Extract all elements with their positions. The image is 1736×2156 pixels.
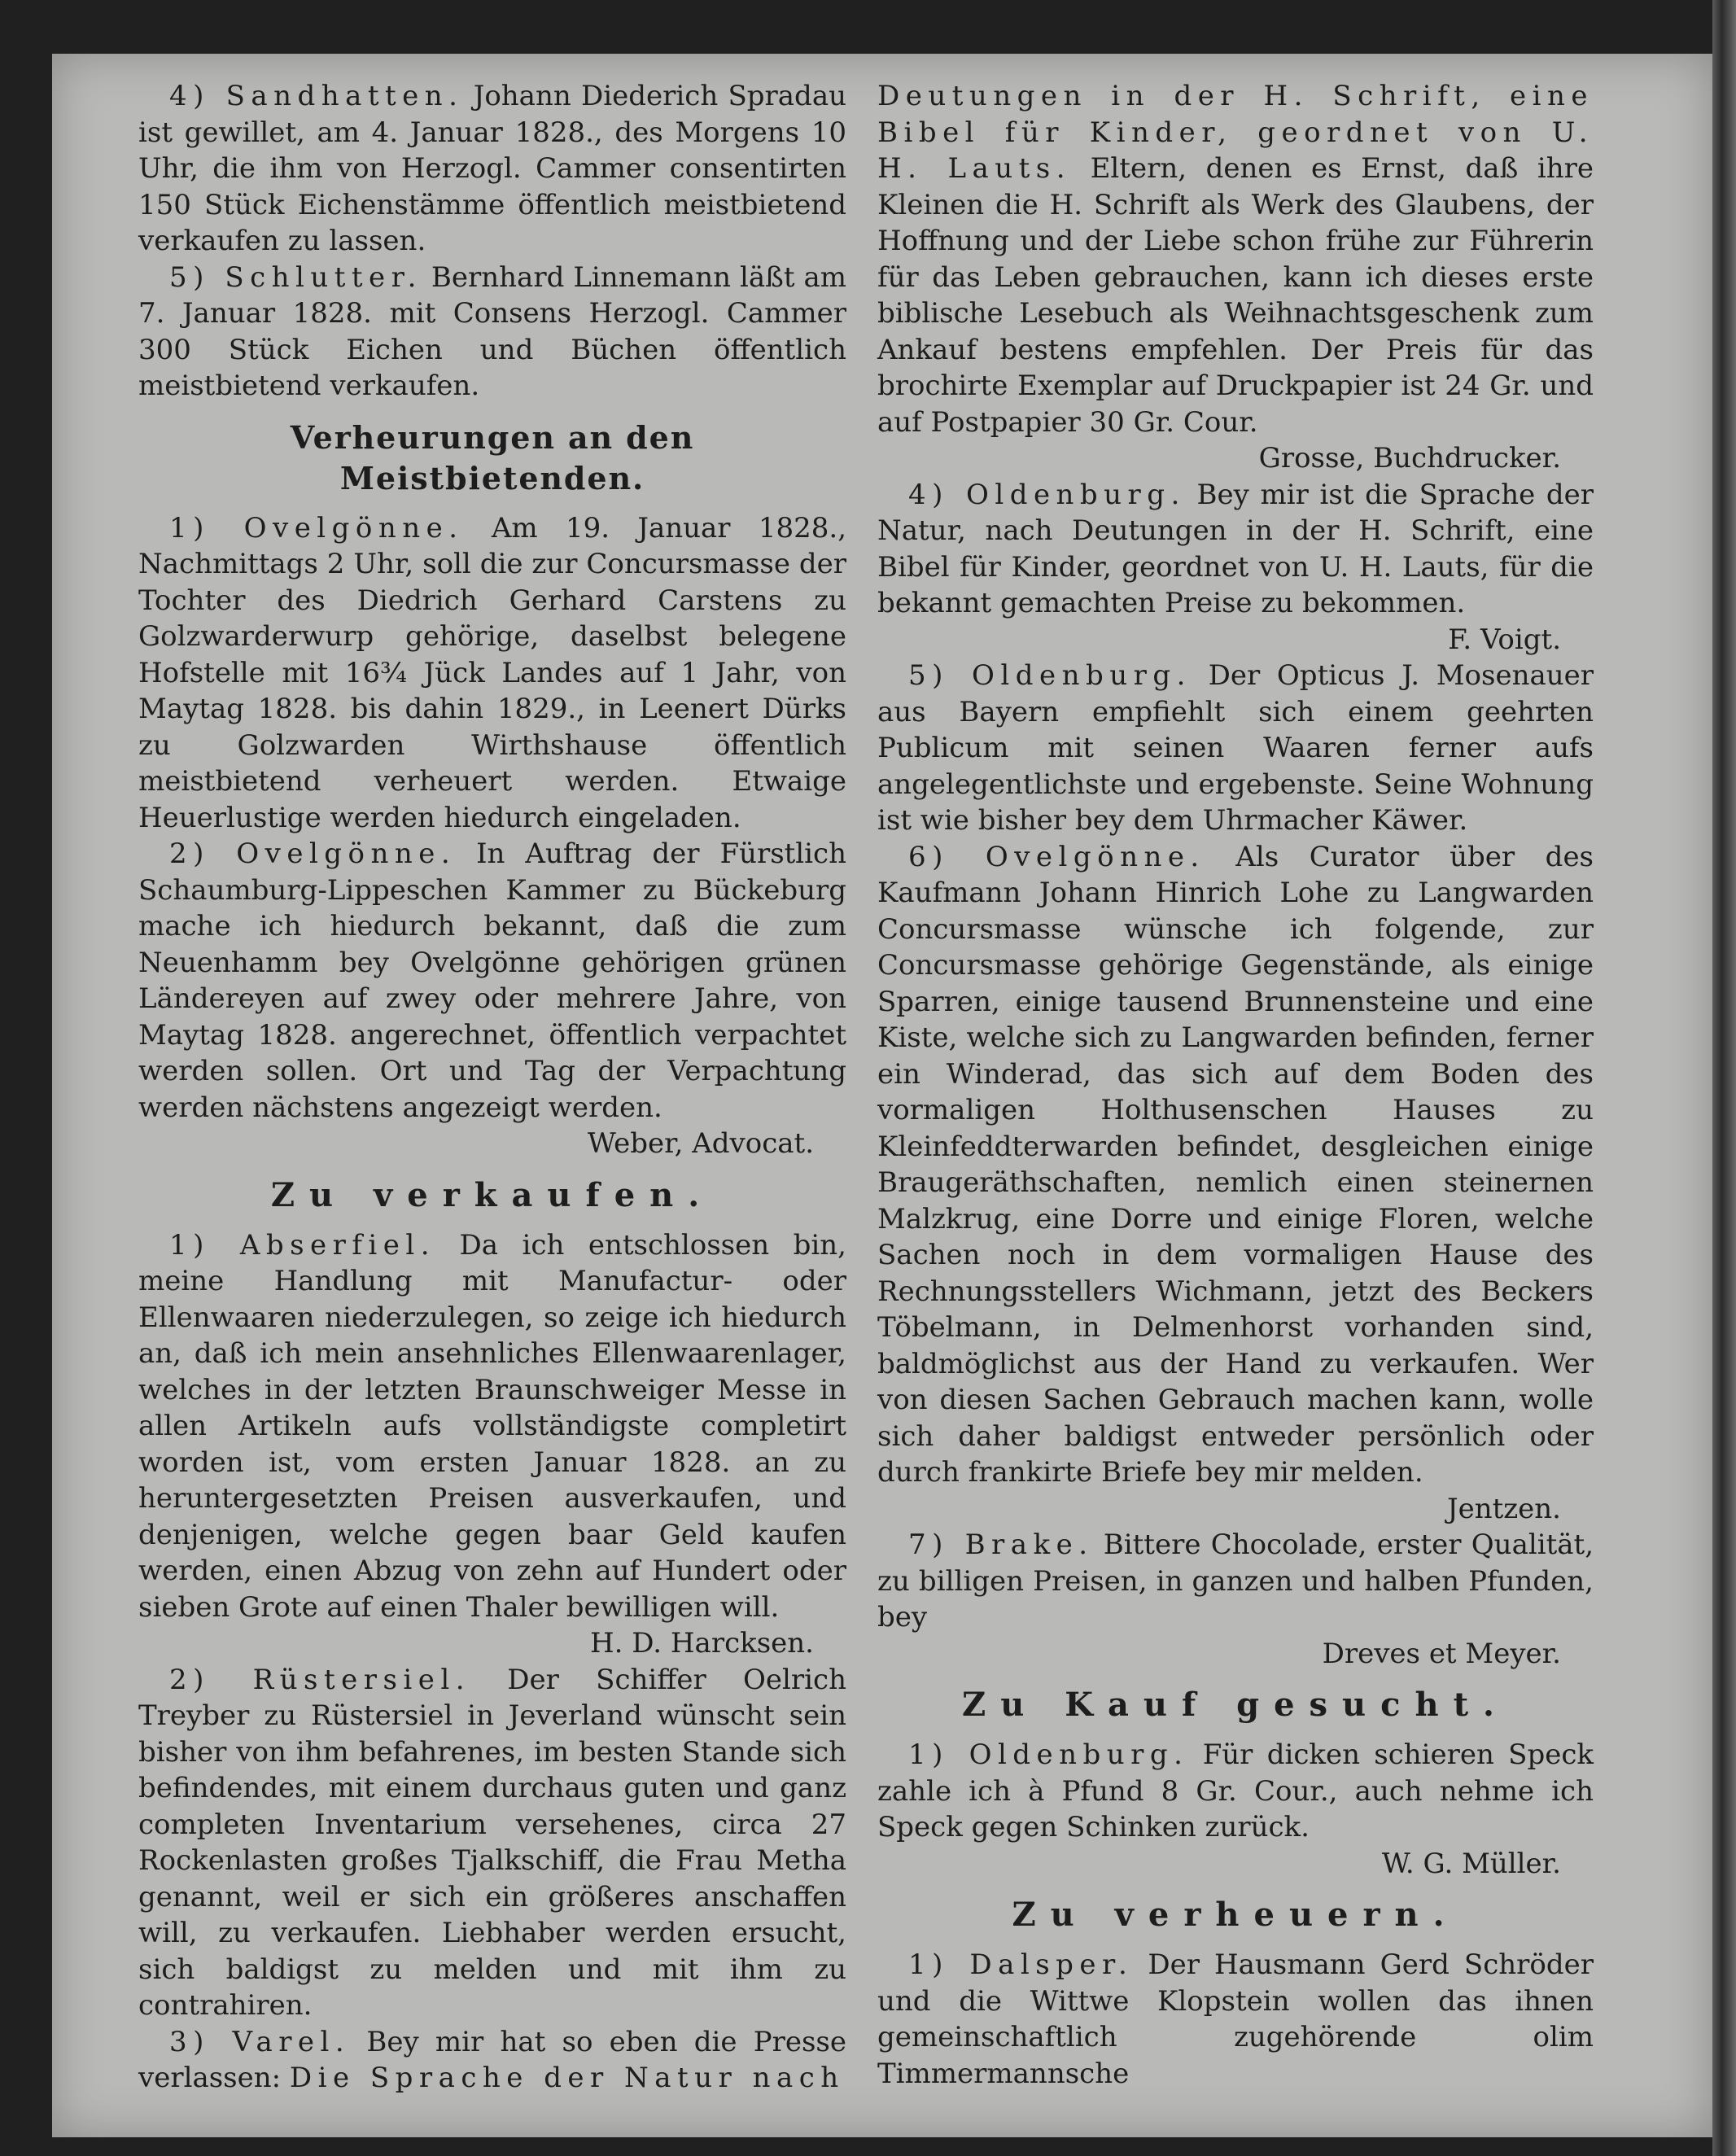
notice-ovelgoenne-6: 6) Ovelgönne. Als Curator über des Kaufmann Johann Hinrich Lohe zu Langwarden Concursmasse wünsche ich folgende, zur Concursmasse gehörige Gegenstände, als einige Sparren, einige tausend Brunnensteine und eine Kiste, welche sich zu Langwarden befinden, ferner ein Winderad, das sich auf dem Boden des vormaligen Holthusenschen Hauses zu Kleinfeddterwarden befindet, desgleichen einige Braugeräthschaften, nemlich einen steinernen Malzkrug, eine Dorre und einige Floren, welche Sachen noch in dem vormaligen Hause des Rechnungsstellers Wichmann, jetzt des Beckers Töbelmann, in Delmenhorst vorhanden sind, baldmöglichst aus der Hand zu verkaufen. Wer von diesen Sachen Gebrauch machen kann, wolle sich daher baldigst entweder persönlich oder durch frankirte Briefe bey mir melden. bbox=[877, 840, 1594, 1489]
notice-oldenburg-5: 5) Oldenburg. Der Opticus J. Mosenauer aus Bayern empfiehlt sich einem geehrten Publicum mit seinen Waaren ferner aufs angelegentlichste und ergebenste. Seine Wohnung ist wie bisher bey dem Uhrmacher Käwer. bbox=[877, 659, 1594, 837]
notice-varel: 3) Varel. Bey mir hat so eben die Presse verlassen: Die Sprache der Natur nach bbox=[138, 2025, 846, 2094]
notice-ovelgoenne-2: 2) Ovelgönne. In Auftrag der Fürstlich Schaumburg-Lippeschen Kammer zu Bückeburg mache ich hiedurch bekannt, daß die zum Neuenhamm bey Ovelgönne gehörigen grünen Ländereyen auf zwey oder mehrere Jahre, von Maytag 1828. angerechnet, öffentlich verpachtet werden sollen. Ort und Tag der Verpachtung werden nächstens angezeigt werden. bbox=[138, 837, 846, 1124]
notice-oldenburg-4: 4) Oldenburg. Bey mir ist die Sprache der Natur, nach Deutungen in der H. Schrift, eine Bibel für Kinder, geordnet von U. H. Lauts, für die bekannt gemachten Preise zu bekommen. bbox=[877, 478, 1594, 619]
signature-voigt: F. Voigt. bbox=[1448, 623, 1561, 656]
heading-zu-verkaufen: Zu verkaufen. bbox=[270, 1175, 715, 1214]
signature-grosse: Grosse, Buchdrucker. bbox=[1258, 442, 1561, 474]
notice-abserfiel: 1) Abserfiel. Da ich entschlossen bin, meine Handlung mit Manufactur- oder Ellenwaaren niederzulegen, so zeige ich hiedurch an, daß ich mein ansehnliches Ellenwaarenlager, welches in der letzten Braunschweiger Messe in allen Artikeln aufs vollständigste completirt worden ist, vom ersten Januar 1828. an zu heruntergesetzten Preisen ausverkaufen, und denjenigen, welche gegen baar Geld kaufen werden, einen Abzug von zehn auf Hundert oder sieben Grote auf einen Thaler bewilligen will. bbox=[138, 1228, 846, 1624]
signature-mueller: W. G. Müller. bbox=[1381, 1847, 1561, 1880]
signature-harcksen: H. D. Harcksen. bbox=[589, 1627, 814, 1660]
left-column bbox=[138, 78, 846, 2097]
notice-ovelgoenne-1: 1) Ovelgönne. Am 19. Januar 1828., Nachmittags 2 Uhr, soll die zur Concursmasse der Tochter des Diedrich Gerhard Carstens zu Golzwarderwurp gehörige, daselbst belegene Hofstelle mit 16¾ Jück Landes auf 1 Jahr, von Maytag 1828. bis dahin 1829., in Leenert Dürks zu Golzwarden Wirthshause öffentlich meistbietend verheuert werden. Etwaige Heuerlustige werden hiedurch eingeladen. bbox=[138, 511, 847, 834]
heading-verheurungen: Verheurungen an den Meistbietenden. bbox=[290, 418, 695, 496]
book-binding bbox=[1712, 0, 1736, 2156]
heading-zu-verheuern: Zu verheuern. bbox=[1012, 1896, 1459, 1934]
notice-oldenburg-speck: 1) Oldenburg. Für dicken schieren Speck zahle ich à Pfund 8 Gr. Cour., auch nehme ich Speck gegen Schinken zurück. bbox=[877, 1738, 1594, 1843]
notice-dalsper: 1) Dalsper. Der Hausmann Gerd Schröder und die Wittwe Klopstein wollen das ihnen gemeinschaftlich zugehörende olim Timmermannsche bbox=[877, 1948, 1594, 2090]
signature-dreves: Dreves et Meyer. bbox=[1322, 1637, 1561, 1670]
signature-jentzen: Jentzen. bbox=[1446, 1492, 1561, 1525]
signature-weber: Weber, Advocat. bbox=[587, 1127, 814, 1160]
notice-varel-continued: Deutungen in der H. Schrift, eine Bibel für Kinder, geordnet von U. H. Lauts. Eltern, denen es Ernst, daß ihre Kleinen die H. Schrift als Werk des Glaubens, der Hoffnung und der Liebe schon frühe zur Führerin für das Leben gebrauchen, kann ich dieses erste biblische Lesebuch als Weihnachtsgeschenk zum Ankauf bestens empfehlen. Der Preis für das brochirte Exemplar auf Druckpapier ist 24 Gr. und auf Postpapier 30 Gr. Cour. bbox=[877, 80, 1594, 439]
notice-sandhatten: 4) Sandhatten. Johann Diederich Spradau ist gewillet, am 4. Januar 1828., des Morgens 10 Uhr, die ihm von Herzogl. Cammer consentirten 150 Stück Eichenstämme öffentlich meistbietend verkaufen zu lassen. bbox=[138, 80, 846, 257]
right-column bbox=[877, 78, 1594, 2092]
notice-brake: 7) Brake. Bittere Chocolade, erster Qualität, zu billigen Preisen, in ganzen und halben Pfunden, bey bbox=[877, 1528, 1594, 1633]
notice-ruestersiel: 2) Rüstersiel. Der Schiffer Oelrich Treyber zu Rüstersiel in Jeverland wünscht sein bisher von ihm befahrenes, im besten Stande sich befindendes, mit einem durchaus guten und ganz completen Inventarium versehenes, circa 27 Rockenlasten großes Tjalkschiff, die Frau Metha genannt, weil er sich ein größeres anschaffen will, zu verkaufen. Liebhaber werden ersucht, sich baldigst zu melden und mit ihm zu contrahiren. bbox=[138, 1663, 846, 2022]
heading-zu-kauf-gesucht: Zu Kauf gesucht. bbox=[962, 1686, 1509, 1724]
notice-schlutter: 5) Schlutter. Bernhard Linnemann läßt am 7. Januar 1828. mit Consens Herzogl. Cammer 300 Stück Eichen und Büchen öffentlich meistbietend verkaufen. bbox=[138, 260, 846, 402]
